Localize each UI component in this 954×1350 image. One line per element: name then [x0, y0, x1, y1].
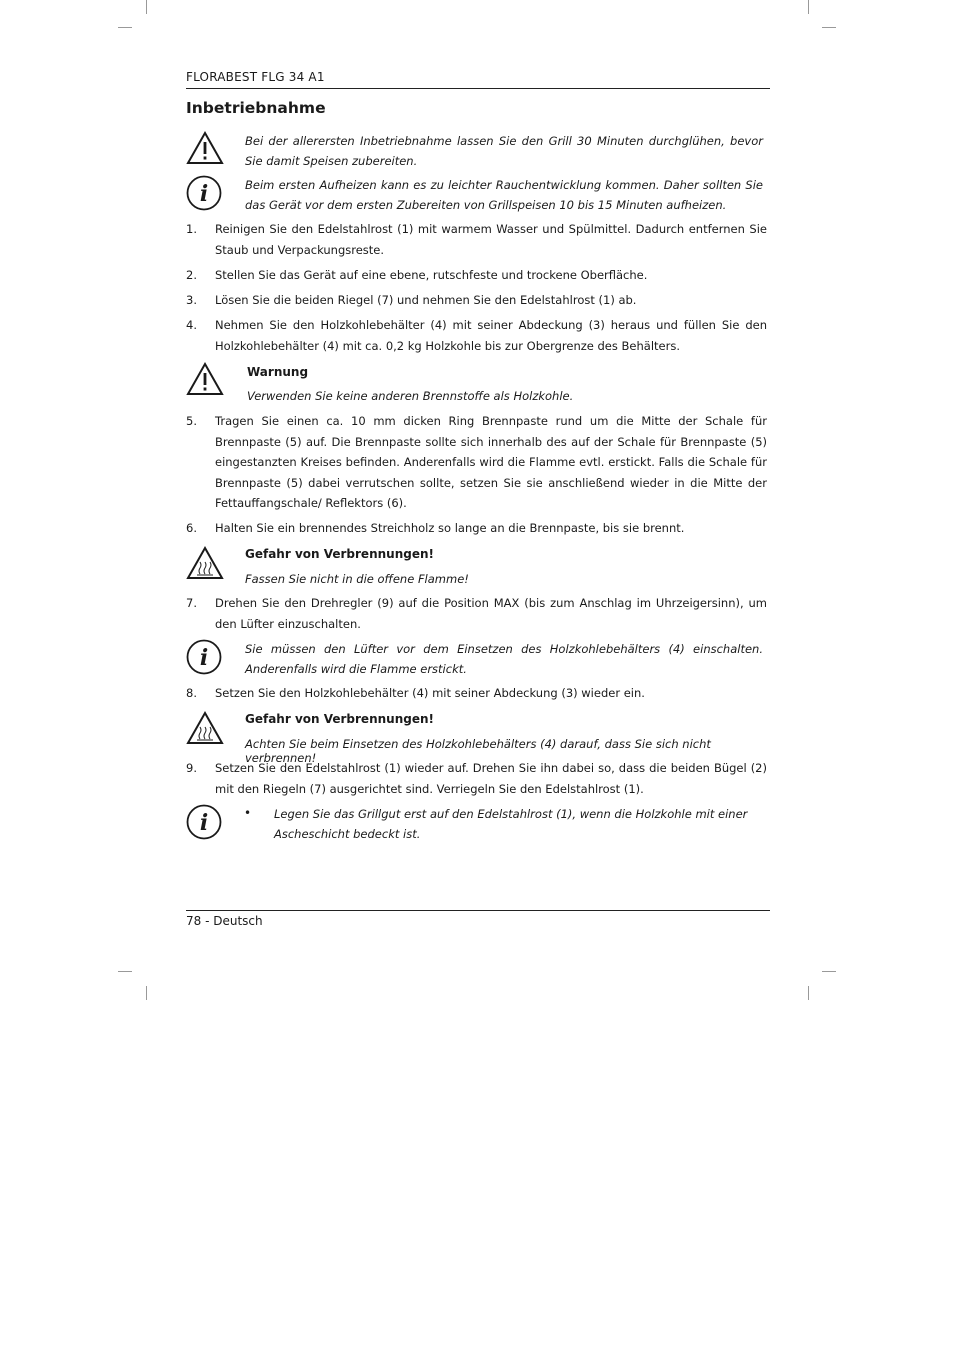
burn-warning-title: Gefahr von Verbrennungen! — [245, 547, 434, 561]
step-text: Drehen Sie den Drehregler (9) auf die Position MAX (bis zum Anschlag im Uhrzeigersinn), um den Lüfter einzuschalten. — [215, 596, 767, 631]
warning-triangle-icon — [186, 361, 224, 397]
crop-mark — [822, 971, 836, 972]
step-text: Nehmen Sie den Holzkohlebehälter (4) mit seiner Abdeckung (3) heraus und füllen Sie den Holzkohlebehälter (4) mit ca. 0,2 kg Holzkohle bis zur Obergrenze des Behälters. — [215, 318, 767, 353]
step-number: 3. — [186, 293, 197, 307]
info-icon — [186, 803, 224, 839]
step-number: 7. — [186, 596, 197, 610]
burn-warning-title: Gefahr von Verbrennungen! — [245, 712, 434, 726]
bullet: • — [244, 806, 252, 820]
info-note: Sie müssen den Lüfter vor dem Einsetzen des Holzkohlebehälters (4) einschalten. Anderenfalls wird die Flamme erstickt. — [245, 642, 763, 676]
step-text: Halten Sie ein brennendes Streichholz so lange an die Brennpaste, bis sie brennt. — [215, 521, 685, 535]
crop-mark — [808, 0, 809, 14]
step-number: 6. — [186, 521, 197, 535]
info-icon — [186, 174, 224, 210]
step-number: 1. — [186, 222, 197, 236]
svg-text:i: i — [199, 810, 209, 836]
page-footer: 78 - Deutsch — [186, 914, 263, 928]
page-header: FLORABEST FLG 34 A1 — [186, 70, 325, 84]
crop-mark — [146, 986, 147, 1000]
burn-warning-text: Fassen Sie nicht in die offene Flamme! — [245, 572, 469, 586]
footer-rule — [186, 910, 770, 911]
info-icon — [186, 638, 224, 674]
step-number: 9. — [186, 761, 197, 775]
crop-mark — [822, 27, 836, 28]
step-text: Setzen Sie den Edelstahlrost (1) wieder auf. Drehen Sie ihn dabei so, dass die beiden Bügel (2) mit den Riegeln (7) ausgerichtet sind. Verriegeln Sie den Edelstahlrost (1). — [215, 761, 767, 796]
warning-text: Verwenden Sie keine anderen Brennstoffe als Holzkohle. — [247, 389, 574, 403]
step-text: Tragen Sie einen ca. 10 mm dicken Ring Brennpaste rund um die Mitte der Schale für Brennpaste (5) auf. Die Brennpaste sollte sich innerhalb des auf der Schale für Brennpaste (5) eingestanzten Kreises befinden. Anderenfalls wird die Flamme evtl. erstickt. Falls die Schale für Brennpaste (5) dabei verrutschen sollte, setzen Sie sie anschließend wieder in die Mitte der Fettauffangschale/ Reflektors (6). — [215, 414, 767, 510]
intro-note-info: Beim ersten Aufheizen kann es zu leichter Rauchentwicklung kommen. Daher sollten Sie das Gerät vor dem ersten Zubereiten von Grillspeisen 10 bis 15 Minuten aufheizen. — [245, 178, 763, 212]
info-bullet-text: Legen Sie das Grillgut erst auf den Edelstahlrost (1), wenn die Holzkohle mit einer Ascheschicht bedeckt ist. — [274, 807, 748, 841]
intro-note-warning: Bei der allerersten Inbetriebnahme lassen Sie den Grill 30 Minuten durchglühen, bevor Sie damit Speisen zubereiten. — [245, 134, 763, 168]
step-text: Setzen Sie den Holzkohlebehälter (4) mit seiner Abdeckung (3) wieder ein. — [215, 686, 645, 700]
svg-text:i: i — [199, 181, 209, 207]
step-number: 4. — [186, 318, 197, 332]
burn-warning-text: Achten Sie beim Einsetzen des Holzkohlebehälters (4) darauf, dass Sie sich nicht verbrennen! — [245, 737, 711, 765]
crop-mark — [808, 986, 809, 1000]
section-title: Inbetriebnahme — [186, 99, 326, 117]
hot-surface-icon — [186, 710, 224, 746]
step-text: Stellen Sie das Gerät auf eine ebene, rutschfeste und trockene Oberfläche. — [215, 268, 648, 282]
step-text: Lösen Sie die beiden Riegel (7) und nehmen Sie den Edelstahlrost (1) ab. — [215, 293, 637, 307]
header-rule — [186, 88, 770, 89]
step-number: 5. — [186, 414, 197, 428]
hot-surface-icon — [186, 545, 224, 581]
step-text: Reinigen Sie den Edelstahlrost (1) mit warmem Wasser und Spülmittel. Dadurch entfernen Sie Staub und Verpackungsreste. — [215, 222, 767, 257]
warning-triangle-icon — [186, 130, 224, 166]
crop-mark — [118, 27, 132, 28]
warning-title: Warnung — [247, 365, 309, 379]
svg-text:i: i — [199, 645, 209, 671]
crop-mark — [146, 0, 147, 14]
step-number: 2. — [186, 268, 197, 282]
step-number: 8. — [186, 686, 197, 700]
crop-mark — [118, 971, 132, 972]
